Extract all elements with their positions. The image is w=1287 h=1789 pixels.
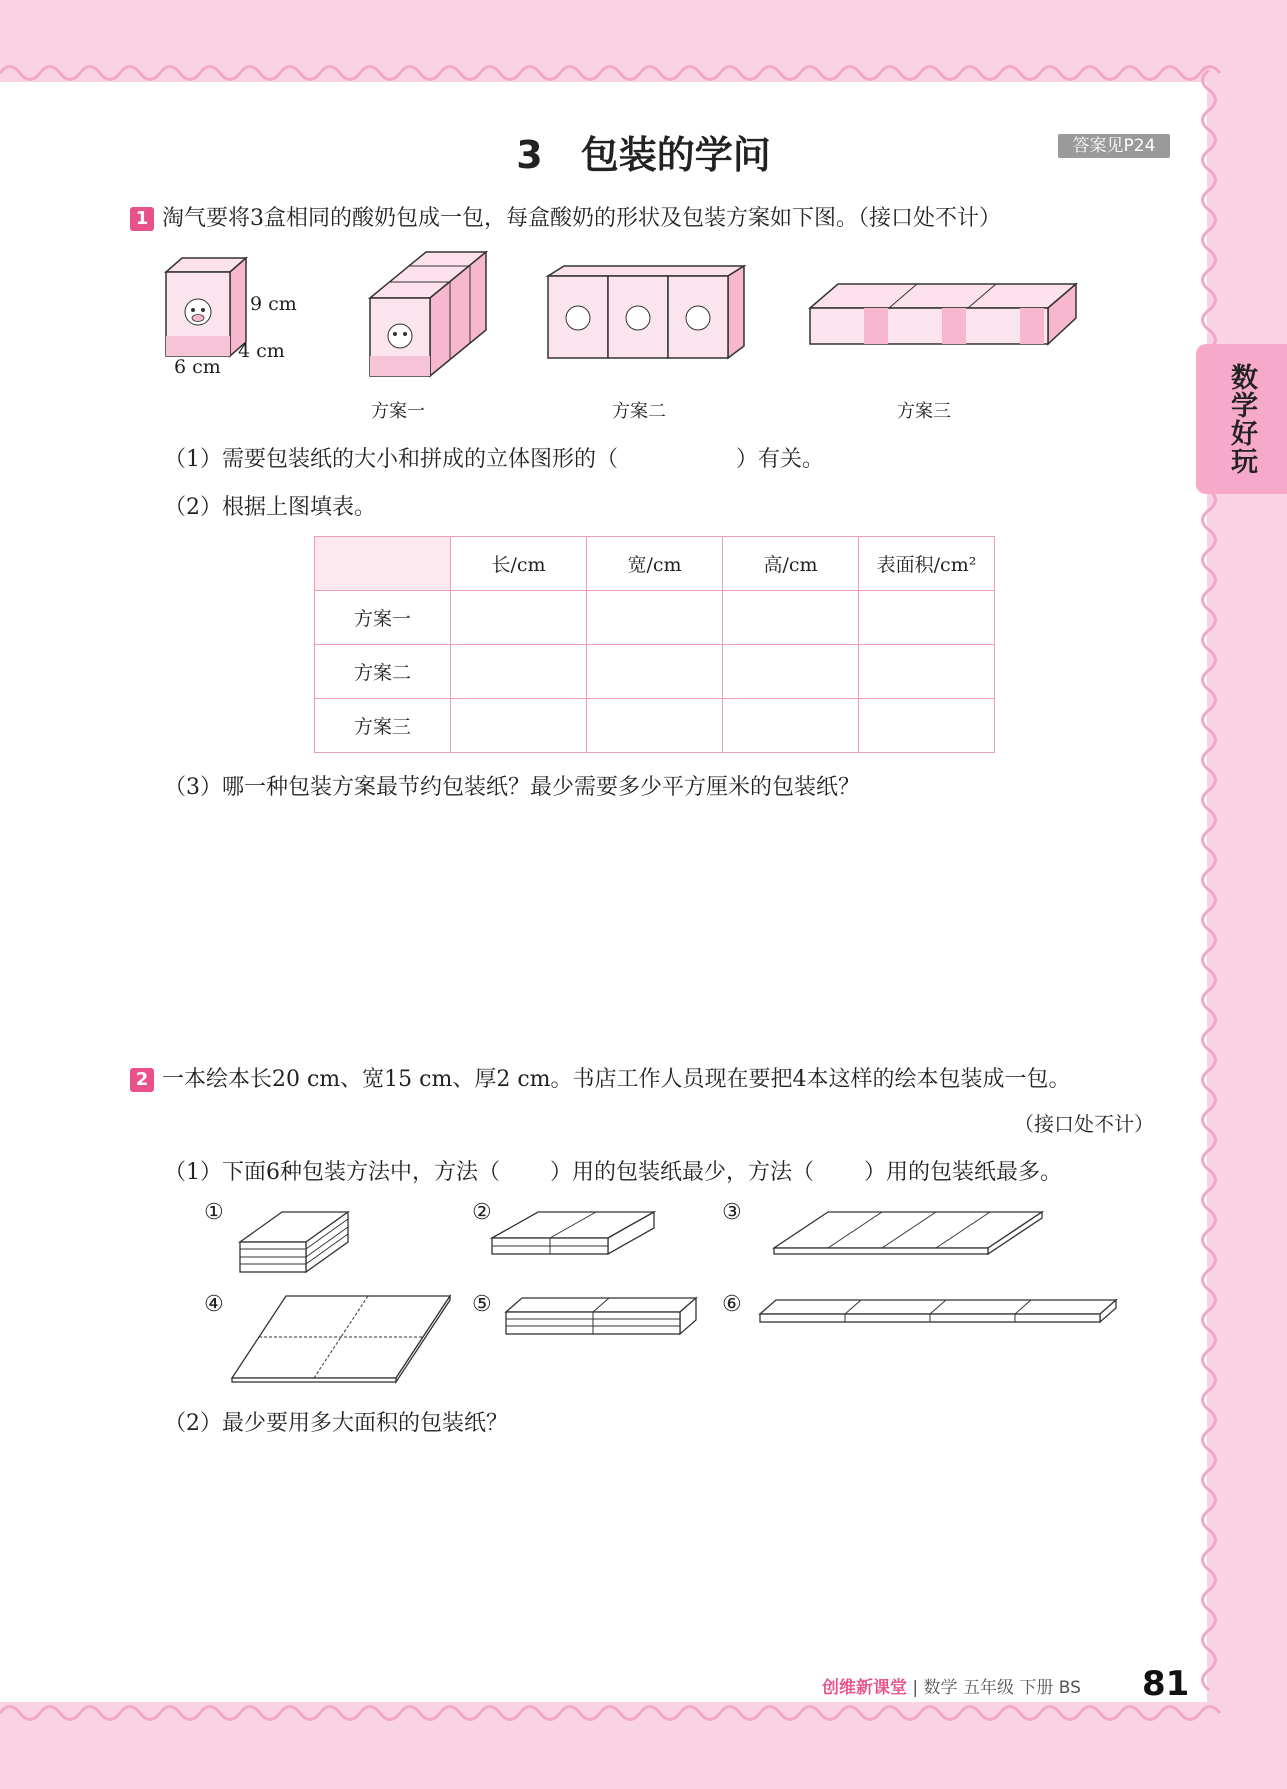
footer	[822, 1673, 1081, 1698]
table-row	[315, 699, 995, 753]
question-1-answer-area[interactable]	[164, 810, 1164, 1040]
plan-2-figure	[544, 262, 754, 364]
answer-reference-badge: 答案见P24	[1058, 134, 1170, 158]
question-1-part-2: （2）根据上图填表。	[164, 495, 376, 520]
method-2-label: ②	[472, 1200, 492, 1225]
page-title: 3 包装的学问	[516, 133, 771, 177]
method-1-figure	[238, 1208, 352, 1280]
right-wave-border	[1196, 70, 1222, 1710]
question-2-text: 一本绘本长20 cm、宽15 cm、厚2 cm。书店工作人员现在要把4本这样的绘本包装成一包。	[162, 1067, 1071, 1092]
box-height-label: 9 cm	[250, 293, 297, 315]
surface-area-table	[314, 536, 995, 753]
part-1-text-c: ）用的包装纸最多。	[864, 1160, 1063, 1185]
answer-cell[interactable]	[587, 699, 723, 753]
answer-cell[interactable]	[723, 645, 859, 699]
plan-2-label: 方案二	[612, 401, 666, 422]
row-label: 方案一	[315, 591, 451, 645]
method-4-figure	[230, 1292, 452, 1386]
plan-1-label: 方案一	[371, 401, 425, 422]
part-1-text-after: ）有关。	[736, 447, 825, 472]
method-3-figure	[772, 1208, 1046, 1258]
part-1-text-a: （1）下面6种包装方法中，方法（	[164, 1160, 500, 1185]
question-1-part-1	[164, 442, 824, 473]
answer-cell[interactable]	[451, 699, 587, 753]
question-1-number: 1	[130, 207, 154, 231]
plan-1-figure	[366, 248, 496, 380]
method-6-label: ⑥	[722, 1292, 742, 1317]
footer-brand: 创维新课堂	[822, 1678, 907, 1698]
method-1-label: ①	[204, 1200, 224, 1225]
table-row	[315, 591, 995, 645]
side-tab-label: 数学好玩	[1226, 363, 1257, 475]
table-header-row	[315, 537, 995, 591]
box-length-label: 6 cm	[174, 356, 221, 378]
side-tab	[1196, 344, 1287, 494]
question-2-answer-area[interactable]	[164, 1446, 1164, 1646]
answer-cell[interactable]	[723, 591, 859, 645]
method-2-figure	[490, 1208, 658, 1264]
plan-3-figure	[808, 280, 1078, 350]
question-1-text: 淘气要将3盒相同的酸奶包成一包，每盒酸奶的形状及包装方案如下图。（接口处不计）	[162, 206, 1001, 231]
table-header-cell: 宽/cm	[587, 537, 723, 591]
question-1	[130, 201, 1001, 232]
answer-cell[interactable]	[587, 645, 723, 699]
part-1-text-b: ）用的包装纸最少，方法（	[550, 1160, 815, 1185]
question-2-note: （接口处不计）	[1014, 1112, 1154, 1136]
table-header-cell	[315, 537, 451, 591]
answer-cell[interactable]	[723, 699, 859, 753]
part-1-text-before: （1）需要包装纸的大小和拼成的立体图形的（	[164, 447, 618, 472]
question-2-number: 2	[130, 1068, 154, 1092]
question-1-part-3: （3）哪一种包装方案最节约包装纸？最少需要多少平方厘米的包装纸？	[164, 775, 860, 800]
row-label: 方案三	[315, 699, 451, 753]
answer-cell[interactable]	[587, 591, 723, 645]
table-header-cell: 表面积/cm²	[859, 537, 995, 591]
question-2-part-1	[164, 1155, 1062, 1186]
method-3-label: ③	[722, 1200, 742, 1225]
method-6-figure	[758, 1296, 1120, 1330]
question-2-part-2: （2）最少要用多大面积的包装纸？	[164, 1411, 508, 1436]
method-5-label: ⑤	[472, 1292, 492, 1317]
answer-cell[interactable]	[859, 699, 995, 753]
footer-info: | 数学 五年级 下册 BS	[912, 1678, 1081, 1698]
method-4-label: ④	[204, 1292, 224, 1317]
question-2	[130, 1062, 1071, 1093]
row-label: 方案二	[315, 645, 451, 699]
box-width-label: 4 cm	[238, 340, 285, 362]
answer-cell[interactable]	[451, 645, 587, 699]
answer-cell[interactable]	[859, 645, 995, 699]
answer-cell[interactable]	[859, 591, 995, 645]
method-5-figure	[504, 1294, 700, 1338]
page-number: 81	[1142, 1664, 1190, 1704]
table-header-cell: 高/cm	[723, 537, 859, 591]
table-header-cell: 长/cm	[451, 537, 587, 591]
plan-3-label: 方案三	[897, 401, 951, 422]
table-row	[315, 645, 995, 699]
bottom-wave-border	[0, 1700, 1287, 1726]
answer-cell[interactable]	[451, 591, 587, 645]
